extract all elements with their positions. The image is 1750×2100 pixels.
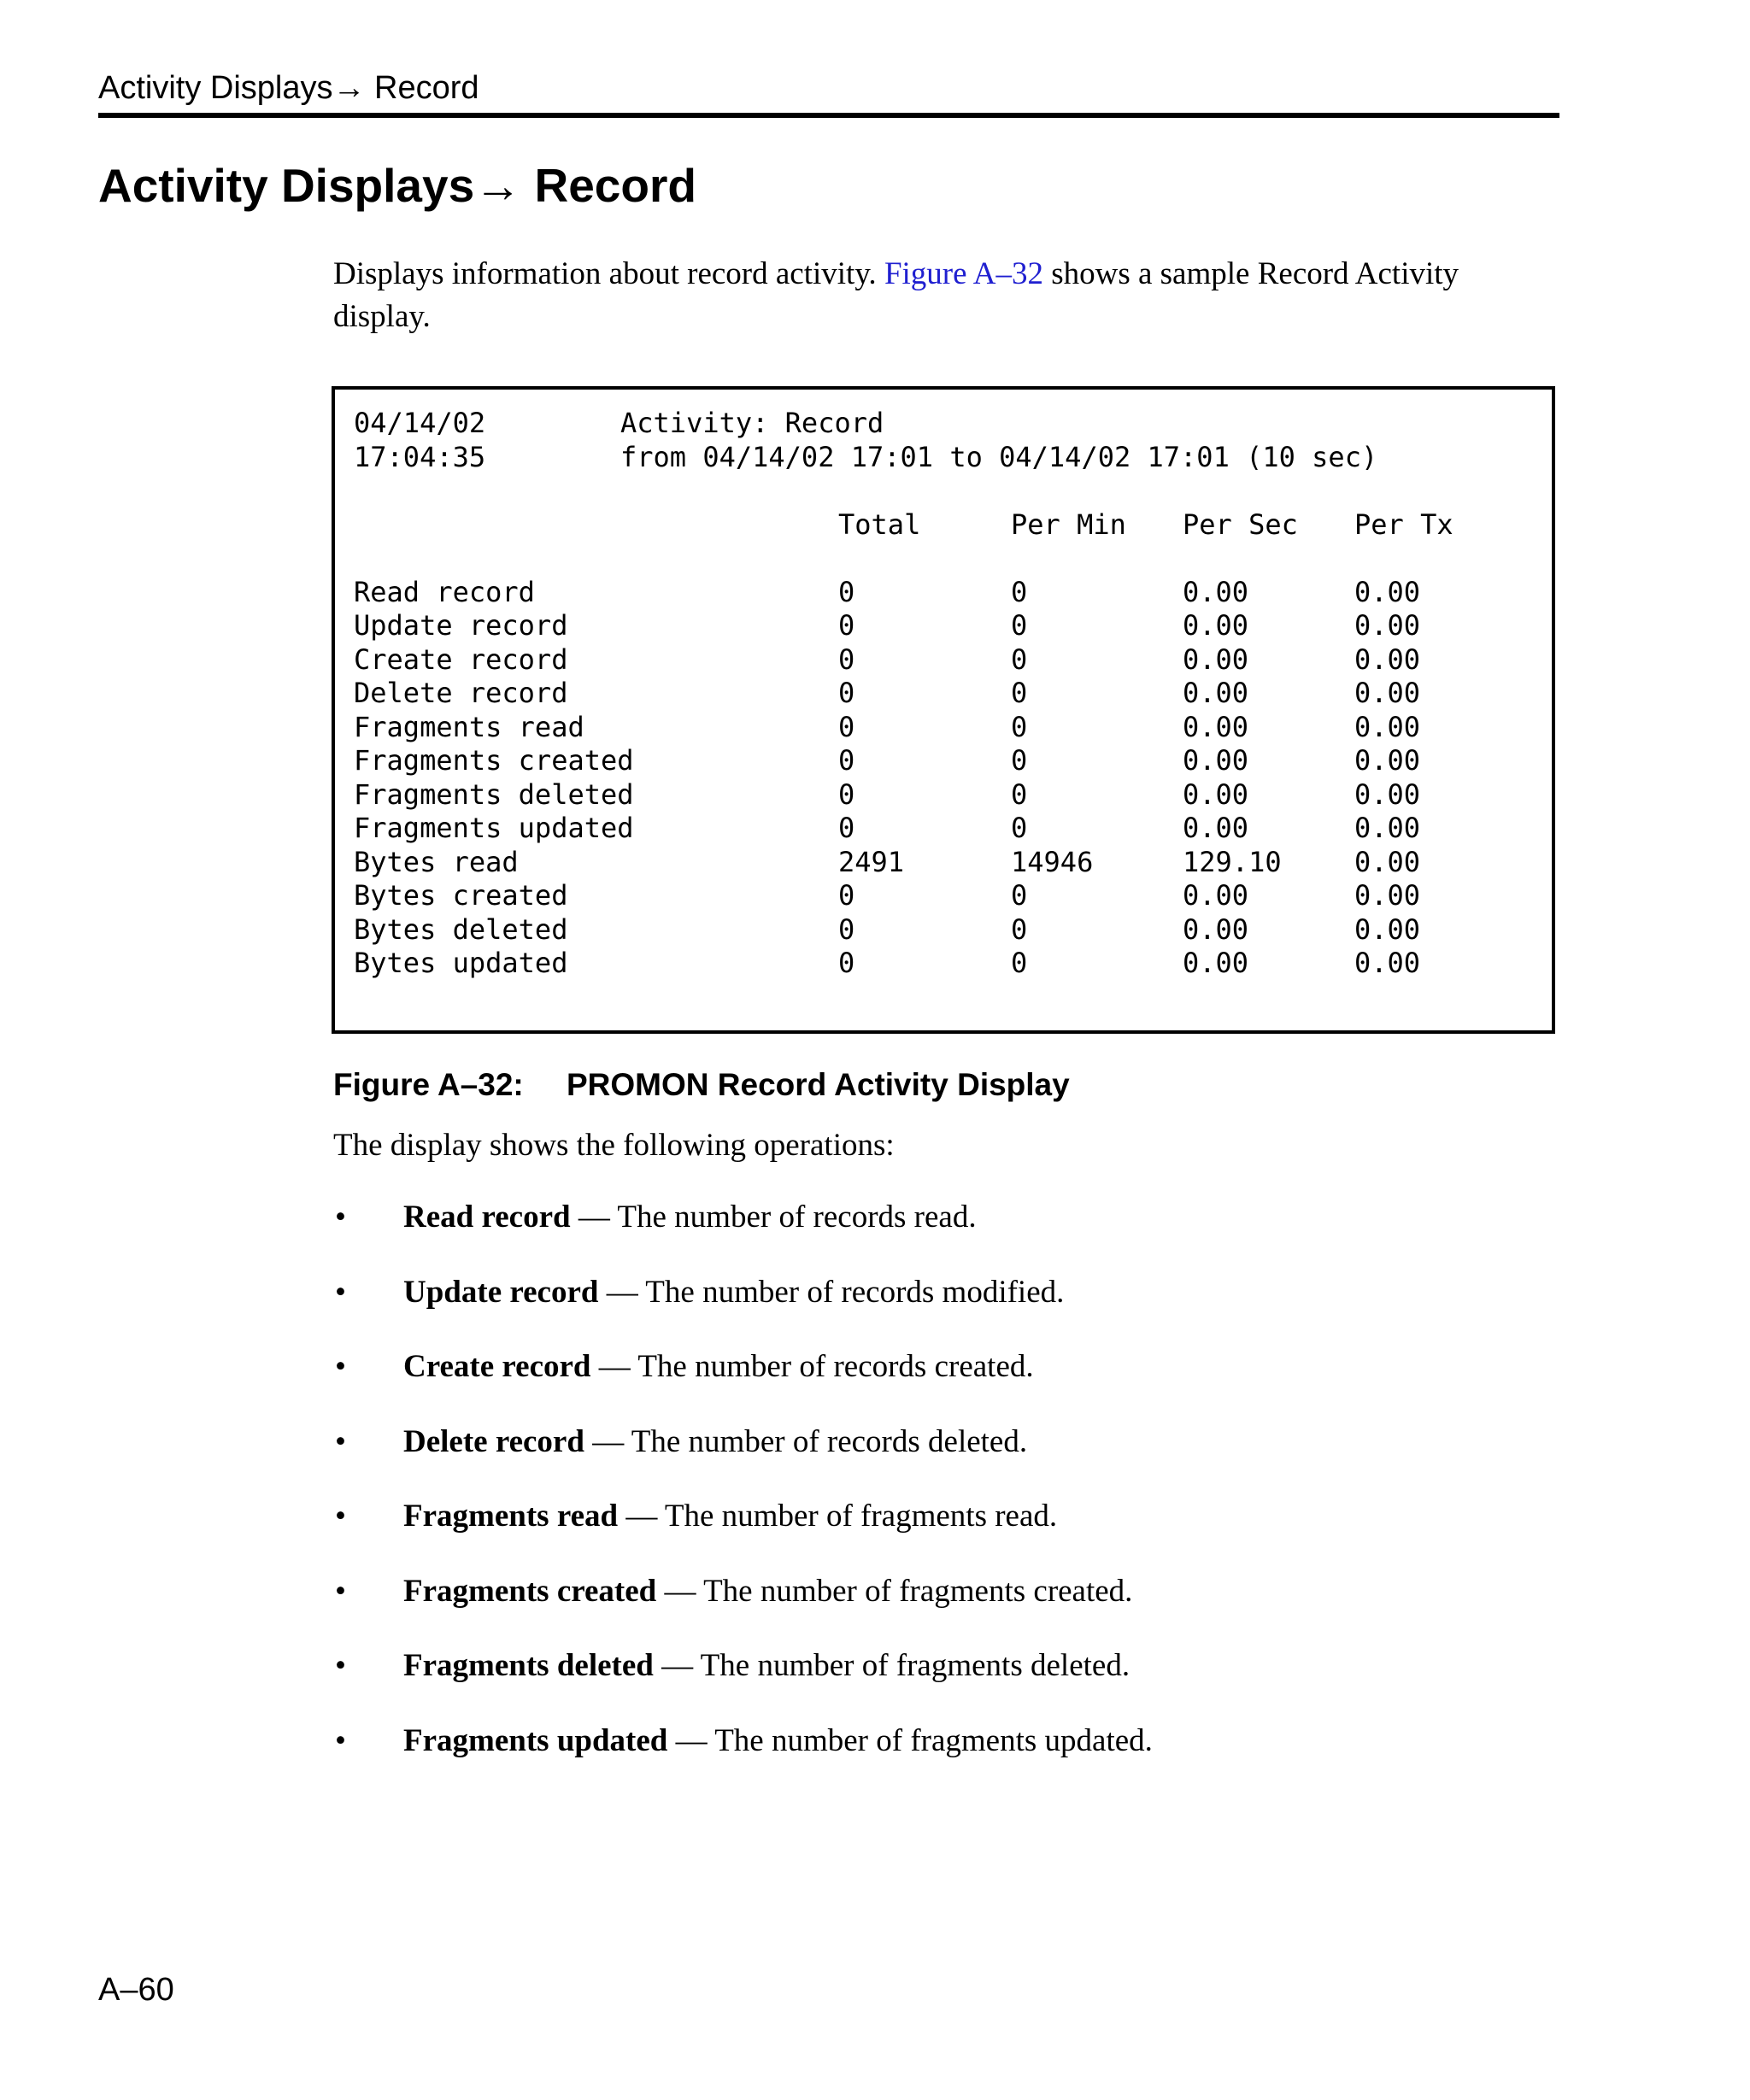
list-item: [333, 1645, 1153, 1720]
row-label: Update record: [354, 609, 568, 642]
bullet-icon: •: [335, 1722, 346, 1758]
column-header-per-min: Per Min: [1011, 507, 1126, 541]
cell-per-tx: 0.00: [1354, 912, 1421, 946]
cell-per-sec: 0.00: [1183, 812, 1249, 844]
cell-per-min: 0: [1011, 609, 1028, 642]
bullet-icon: •: [335, 1648, 346, 1683]
row-label: Fragments read: [354, 710, 584, 743]
intro-paragraph: [333, 253, 1547, 338]
row-label: Fragments created: [354, 744, 634, 777]
cell-total: 0: [838, 777, 855, 811]
cell-per-tx: 0.00: [1354, 845, 1421, 878]
cell-per-sec: 0.00: [1183, 912, 1249, 946]
cell-per-tx: 0.00: [1354, 642, 1421, 676]
bullet-icon: •: [335, 1499, 346, 1534]
bullet-description: — The number of records modified.: [598, 1274, 1065, 1310]
cell-total: 0: [838, 812, 855, 844]
cell-per-min: 0: [1011, 642, 1028, 676]
figure-link[interactable]: Figure A–32: [884, 256, 1043, 291]
cell-per-sec: 0.00: [1183, 879, 1249, 912]
cell-per-min: 14946: [1011, 845, 1094, 878]
operations-list: [333, 1196, 1153, 1794]
cell-total: 0: [838, 710, 855, 743]
cell-per-min: 0: [1011, 777, 1028, 811]
cell-total: 2491: [838, 845, 905, 878]
cell-per-tx: 0.00: [1354, 710, 1421, 743]
cell-per-min: 0: [1011, 812, 1028, 844]
figure-number: Figure A–32:: [333, 1067, 524, 1102]
column-header-total: Total: [838, 507, 921, 541]
running-header: Activity Displays→ Record: [98, 68, 1559, 118]
bullet-term: Fragments read: [403, 1499, 619, 1534]
lead-paragraph: The display shows the following operations:: [333, 1128, 895, 1163]
cell-per-sec: 129.10: [1183, 845, 1282, 878]
bullet-icon: •: [335, 1349, 346, 1384]
bullet-icon: •: [335, 1423, 346, 1459]
cell-per-min: 0: [1011, 710, 1028, 743]
cell-per-sec: 0.00: [1183, 777, 1249, 811]
bullet-description: — The number of fragments updated.: [667, 1722, 1153, 1758]
cell-per-tx: 0.00: [1354, 744, 1421, 777]
cell-per-sec: 0.00: [1183, 609, 1249, 642]
row-label: Bytes read: [354, 845, 519, 878]
cell-total: 0: [838, 642, 855, 676]
row-label: Delete record: [354, 677, 568, 709]
bullet-icon: •: [335, 1274, 346, 1310]
bullet-description: — The number of records read.: [570, 1200, 977, 1235]
cell-per-tx: 0.00: [1354, 609, 1421, 642]
cell-per-sec: 0.00: [1183, 575, 1249, 608]
bullet-description: — The number of fragments deleted.: [653, 1648, 1130, 1683]
row-label: Bytes created: [354, 879, 568, 912]
list-item: [333, 1720, 1153, 1795]
list-item: [333, 1421, 1153, 1496]
column-header-per-sec: Per Sec: [1183, 507, 1298, 541]
list-item: [333, 1495, 1153, 1570]
cell-per-min: 0: [1011, 947, 1028, 979]
intro-text-before: Displays information about record activity.: [333, 256, 884, 291]
cell-per-min: 0: [1011, 879, 1028, 912]
cell-total: 0: [838, 744, 855, 777]
column-header-per-tx: Per Tx: [1354, 507, 1453, 541]
row-label: Bytes deleted: [354, 912, 568, 946]
promon-screen: [332, 386, 1555, 1034]
cell-total: 0: [838, 609, 855, 642]
figure-caption: [333, 1065, 1070, 1106]
cell-per-tx: 0.00: [1354, 812, 1421, 844]
screen-time: 17:04:35: [354, 440, 486, 473]
figure-title: PROMON Record Activity Display: [567, 1067, 1070, 1102]
list-item: [333, 1271, 1153, 1346]
row-label: Fragments deleted: [354, 777, 634, 811]
bullet-term: Delete record: [403, 1423, 584, 1459]
row-label: Fragments updated: [354, 812, 634, 844]
cell-per-tx: 0.00: [1354, 777, 1421, 811]
cell-total: 0: [838, 677, 855, 709]
list-item: [333, 1196, 1153, 1271]
screen-activity-label: Activity: Record: [620, 407, 884, 439]
intro-text-after: shows a sample Record Activity display.: [333, 256, 1459, 334]
bullet-term: Fragments updated: [403, 1722, 668, 1758]
bullet-term: Fragments deleted: [403, 1648, 654, 1683]
cell-per-min: 0: [1011, 575, 1028, 608]
cell-per-min: 0: [1011, 677, 1028, 709]
cell-total: 0: [838, 575, 855, 608]
cell-total: 0: [838, 912, 855, 946]
screen-date: 04/14/02: [354, 407, 486, 439]
bullet-description: — The number of records deleted.: [584, 1423, 1028, 1459]
bullet-term: Create record: [403, 1349, 591, 1384]
cell-total: 0: [838, 879, 855, 912]
bullet-description: — The number of records created.: [590, 1349, 1034, 1384]
bullet-description: — The number of fragments read.: [618, 1499, 1058, 1534]
cell-per-sec: 0.00: [1183, 710, 1249, 743]
bullet-term: Fragments created: [403, 1573, 657, 1609]
page-number: A–60: [98, 1972, 174, 2008]
bullet-icon: •: [335, 1200, 346, 1235]
cell-per-sec: 0.00: [1183, 642, 1249, 676]
cell-per-min: 0: [1011, 912, 1028, 946]
bullet-icon: •: [335, 1573, 346, 1609]
screen-time-range: from 04/14/02 17:01 to 04/14/02 17:01 (10 sec): [620, 440, 1378, 473]
cell-per-tx: 0.00: [1354, 575, 1421, 608]
cell-per-tx: 0.00: [1354, 677, 1421, 709]
row-label: Create record: [354, 642, 568, 676]
cell-per-min: 0: [1011, 744, 1028, 777]
cell-per-tx: 0.00: [1354, 879, 1421, 912]
cell-total: 0: [838, 947, 855, 979]
bullet-term: Read record: [403, 1200, 571, 1235]
cell-per-tx: 0.00: [1354, 947, 1421, 979]
bullet-description: — The number of fragments created.: [656, 1573, 1133, 1609]
section-title: Activity Displays→ Record: [98, 159, 696, 212]
cell-per-sec: 0.00: [1183, 744, 1249, 777]
cell-per-sec: 0.00: [1183, 677, 1249, 709]
cell-per-sec: 0.00: [1183, 947, 1249, 979]
row-label: Read record: [354, 575, 535, 608]
list-item: [333, 1570, 1153, 1645]
bullet-term: Update record: [403, 1274, 599, 1310]
list-item: [333, 1346, 1153, 1421]
row-label: Bytes updated: [354, 947, 568, 979]
